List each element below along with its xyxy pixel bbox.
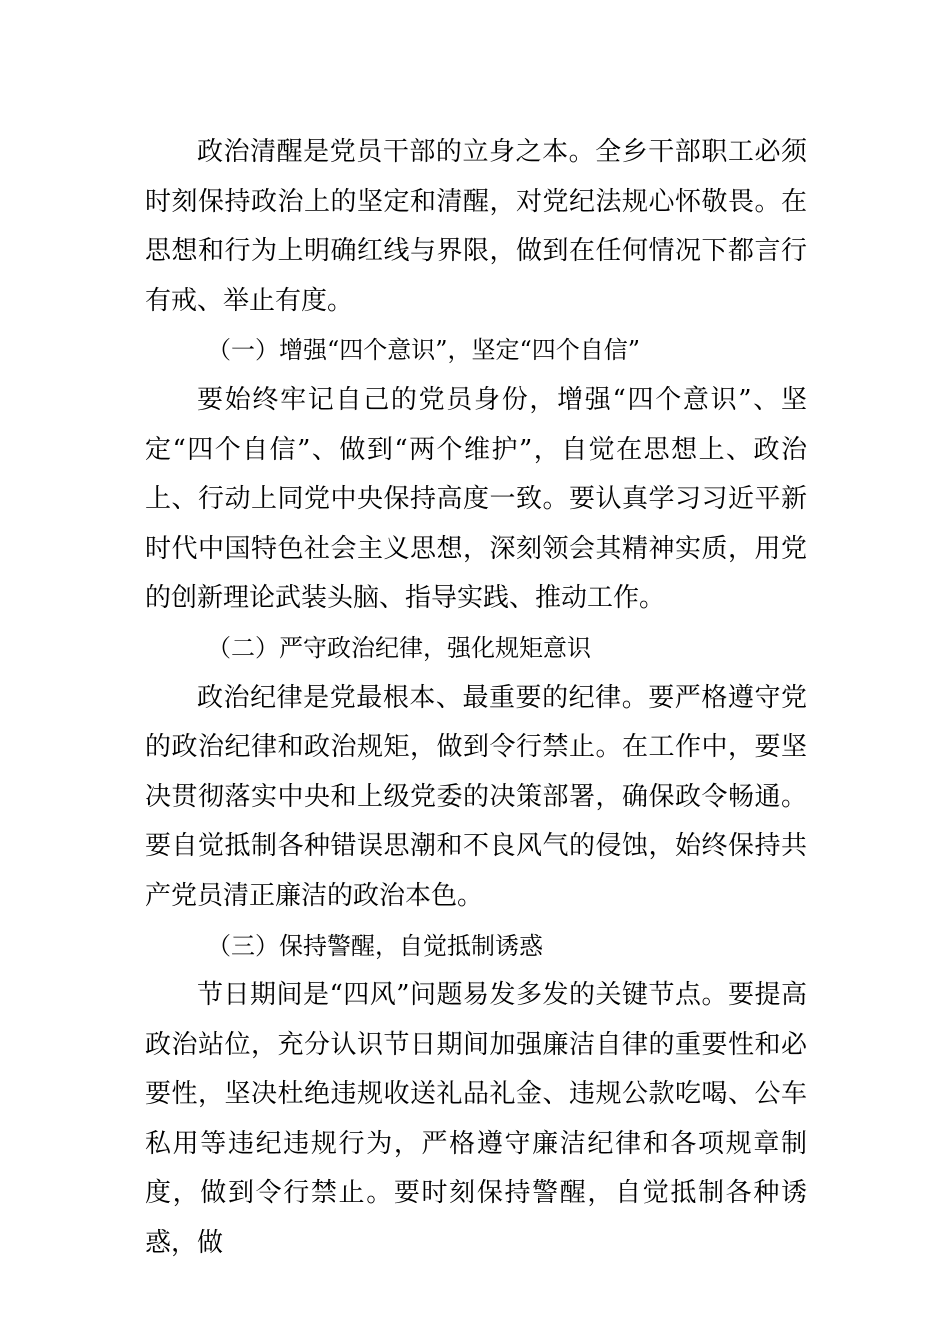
intro-paragraph: 政治清醒是党员干部的立身之本。全乡干部职工必须时刻保持政治上的坚定和清醒，对党纪法规心怀敬畏。在思想和行为上明确红线与界限，做到在任何情况下都言行有戒、举止有度。 [145,137,807,316]
section-1-paragraph: 要始终牢记自己的党员身份，增强“四个意识”、坚定“四个自信”、做到“两个维护”，自觉在思想上、政治上、行动上同党中央保持高度一致。要认真学习习近平新时代中国特色社会主义思想，深刻领会其精神实质，用党的创新理论武装头脑、指导实践、推动工作。 [145,384,807,614]
section-heading-1: （一）增强“四个意识”，坚定“四个自信” [207,336,641,365]
section-heading-2: （二）严守政治纪律，强化规矩意识 [207,633,591,662]
section-3-paragraph: 节日期间是“四风”问题易发多发的关键节点。要提高政治站位，充分认识节日期间加强廉洁自律的重要性和必要性，坚决杜绝违规收送礼品礼金、违规公款吃喝、公车私用等违纪违规行为，严格遵守廉洁纪律和各项规章制度，做到令行禁止。要时刻保持警醒，自觉抵制各种诱惑，做 [145,980,807,1259]
section-2-paragraph: 政治纪律是党最根本、最重要的纪律。要严格遵守党的政治纪律和政治规矩，做到令行禁止。在工作中，要坚决贯彻落实中央和上级党委的决策部署，确保政令畅通。要自觉抵制各种错误思潮和不良风气的侵蚀，始终保持共产党员清正廉洁的政治本色。 [145,682,807,911]
section-heading-3: （三）保持警醒，自觉抵制诱惑 [207,931,543,960]
document-body [145,128,807,1269]
